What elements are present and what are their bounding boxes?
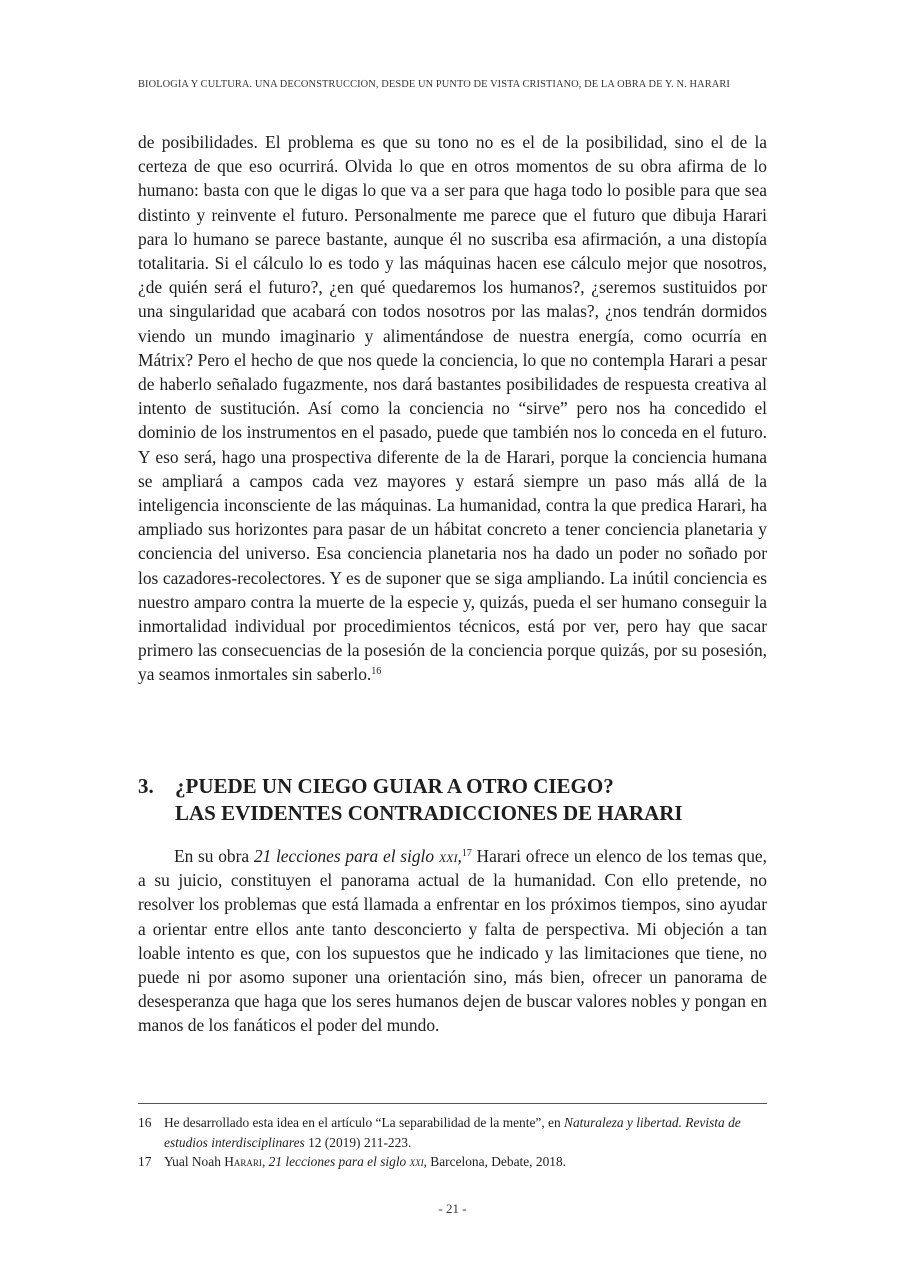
- journal-title: Naturaleza y libertad. Revista de estudios interdisciplinares: [164, 1115, 741, 1150]
- page-number: - 21 -: [438, 1201, 467, 1216]
- paragraph-intro: En su obra: [174, 846, 254, 866]
- body-paragraph: [138, 130, 767, 687]
- footnote: 16 He desarrollado esta idea en el artículo “La separabilidad de la mente”, en Naturaleza y libertad. Revista de estudios interdisciplinares 12 (2019) 211-223.: [138, 1115, 741, 1150]
- body-paragraph: En su obra 21 lecciones para el siglo xxi,$^{17}$ Harari ofrece un elenco de los temas que, a su juicio, constituyen el panorama actual de la humanidad. Con ello pretende, no resolver los problemas que está llamada a enfrentar en los próximos tiempos, sino ayudar a orientar entre ellos ante tanto desconcierto y falta de perspectiva. Mi objeción a tan loable intento es que, con los supuestos que he indicado y las limitaciones que tiene, no puede ni por asomo suponer una orientación sino, más bien, ofrecer un panorama de desesperanza que haga que los seres humanos dejen de buscar valores nobles y pongan en manos de los fanáticos el poder del mundo.: [138, 846, 767, 1036]
- book-title: 21 lecciones para el siglo xxi: [268, 1154, 424, 1169]
- century-smallcaps: xxi: [438, 846, 458, 866]
- section-title-line-1: ¿PUEDE UN CIEGO GUIAR A OTRO CIEGO?: [175, 774, 614, 798]
- footnotes: [138, 1113, 767, 1172]
- paragraph-text: Harari ofrece un elenco de los temas que, a su juicio, constituyen el panorama actual de la humanidad. Con ello pretende, no resolver los problemas que está llamada a enfrentar en los próximos tiempos, sino ayudar a orientar entre ellos ante tanto desconcierto y falta de perspectiva. Mi objeción a tan loable intento es que, con los supuestos que he indicado y las limitaciones que tiene, no puede ni por asomo suponer una orientación sino, más bien, ofrecer un panorama de desesperanza que haga que los seres humanos dejen de buscar valores nobles y pongan en manos de los fanáticos el poder del mundo.: [138, 846, 767, 1036]
- book-title: 21 lecciones para el siglo xxi: [253, 846, 458, 866]
- section-number: 3.: [138, 774, 154, 798]
- section-title-line-2: LAS EVIDENTES CONTRADICCIONES DE HARARI: [175, 801, 683, 825]
- author-surname: Harari: [224, 1154, 262, 1169]
- paragraph-text: de posibilidades. El problema es que su tono no es el de la posibilidad, sino el de la certeza de que eso ocurrirá. Olvida lo que en otros momentos de su obra afirma de lo humano: basta con que le digas lo que va a ser para que haga todo lo posible para que sea distinto y reinvente el futuro. Personalmente me parece que el futuro que dibuja Harari para lo humano se parece bastante, aunque él no suscriba esa afirmación, a una distopía totalitaria. Si el cálculo lo es todo y las máquinas hacen ese cálculo mejor que nosotros, ¿de quién será el futuro?, ¿en qué quedaremos los humanos?, ¿seremos sustituidos por una singularidad que acabará con todos nosotros por las malas?, ¿nos tendrán dormidos viendo un mundo imaginario y alimentándose de nuestra energía, como ocurría en Mátrix? Pero el hecho de que nos quede la conciencia, lo que no contempla Harari a pesar de haberlo señalado fugazmente, nos dará bastantes posibilidades de respuesta creativa al intento de sustitución. Así como la conciencia no “sirve” pero nos ha concedido el dominio de los instrumentos en el pasado, puede que también nos lo conceda en el futuro. Y eso será, hago una prospectiva diferente de la de Harari, porque la conciencia humana se ampliará a campos cada vez mayores y estará siempre un paso más allá de la inteligencia inconsciente de las máquinas. La humanidad, contra la que predica Harari, ha ampliado sus horizontes para pasar de un hábitat concreto a tener conciencia planetaria y conciencia del universo. Esa conciencia planetaria nos ha dado un poder no soñado por los cazadores-recolectores. Y es de suponer que se siga ampliando. La inútil conciencia es nuestro amparo contra la muerte de la especie y, quizás, pueda el ser humano conseguir la inmortalidad individual por procedimientos técnicos, está por ver, pero hay que sacar primero las consecuencias de la posesión de la conciencia porque quizás, por su posesión, ya seamos inmortales sin saberlo.: [138, 132, 767, 685]
- footnote-ref[interactable]: 17: [461, 848, 472, 859]
- footnote-number: 16: [138, 1115, 152, 1130]
- footnote-divider: [138, 1103, 767, 1104]
- footnote-number: 17: [138, 1154, 152, 1169]
- footnote: 17 Yual Noah Harari, 21 lecciones para el siglo xxi, Barcelona, Debate, 2018.: [138, 1152, 767, 1172]
- footnote-ref[interactable]: 16: [371, 666, 382, 678]
- running-head: BIOLOGÍA Y CULTURA. UNA DECONSTRUCCIÓN, DESDE UN PUNTO DE VISTA CRISTIANO, DE LA OBRA DE Y. N. HARARI: [138, 79, 730, 90]
